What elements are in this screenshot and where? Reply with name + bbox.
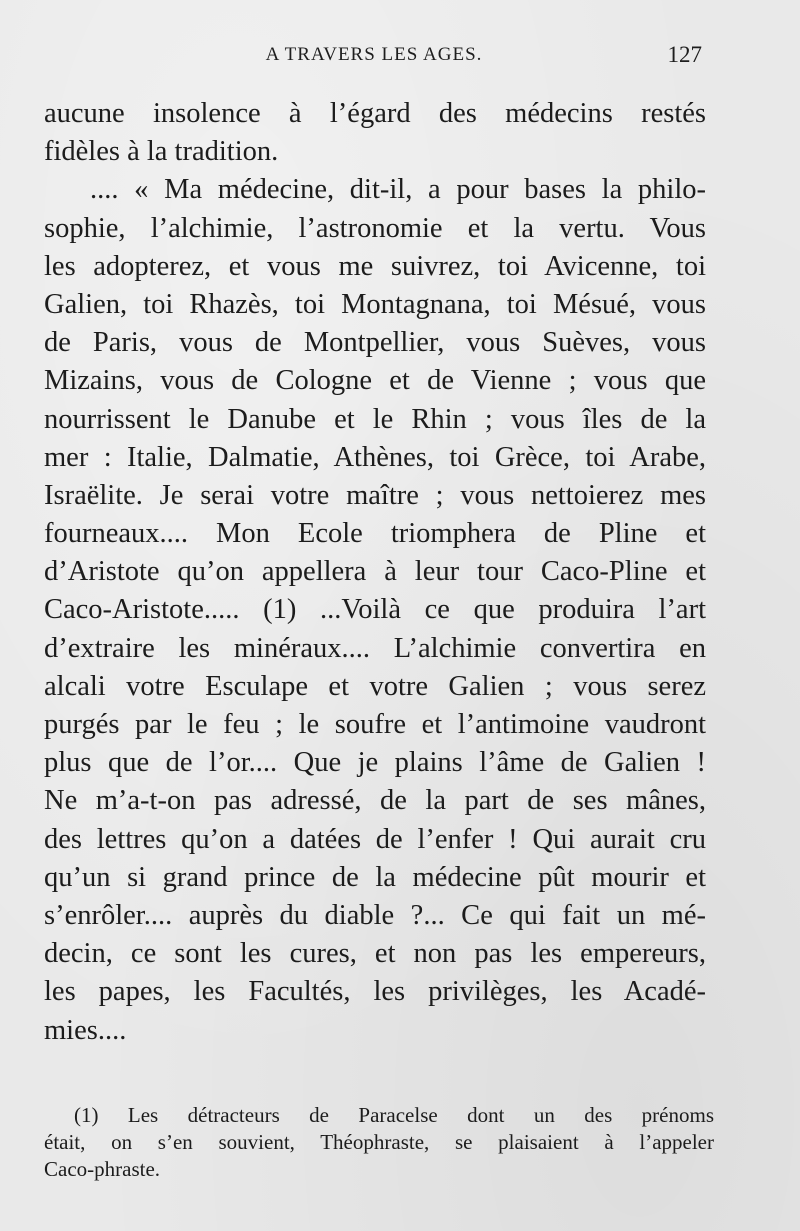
text-line: d’Aristote qu’on appellera à leur tour Caco-Pline et: [44, 556, 706, 588]
text-line: Galien, toi Rhazès, toi Montagnana, toi Mésué, vous: [44, 288, 706, 320]
text-line: fourneaux.... Mon Ecole triomphera de Pline et: [44, 518, 706, 550]
footnote-line: était, on s’en souvient, Théophraste, se plaisaient à l’appeler: [44, 1130, 714, 1154]
text-line: purgés par le feu ; le soufre et l’antimoine vaudront: [44, 709, 706, 740]
text-line: mies....: [44, 1014, 127, 1046]
text-line: les papes, les Facultés, les privilèges, les Acadé-: [44, 976, 706, 1008]
text-line: fidèles à la tradition.: [44, 136, 279, 168]
text-line: mer : Italie, Dalmatie, Athènes, toi Grèce, toi Arabe,: [44, 441, 706, 473]
running-head: A TRAVERS LES AGES.: [265, 44, 483, 65]
text-line: d’extraire les minéraux.... L’alchimie convertira en: [44, 632, 706, 664]
text-line: Caco-Aristote..... (1) ...Voilà ce que produira l’art: [44, 594, 706, 626]
text-line: de Paris, vous de Montpellier, vous Suèves, vous: [44, 327, 706, 359]
page-number: 127: [667, 42, 702, 67]
text-line: s’enrôler.... auprès du diable ?... Ce qui fait un mé-: [44, 899, 706, 931]
text-line: Mizains, vous de Cologne et de Vienne ; vous que: [44, 365, 706, 397]
text-line: sophie, l’alchimie, l’astronomie et la vertu. Vous: [44, 212, 706, 244]
text-line: des lettres qu’on a datées de l’enfer ! Qui aurait cru: [44, 823, 706, 855]
page-header: [44, 38, 704, 78]
text-line: decin, ce sont les cures, et non pas les empereurs,: [44, 938, 706, 970]
text-line: qu’un si grand prince de la médecine pût mourir et: [44, 861, 706, 893]
text-line: les adopterez, et vous me suivrez, toi Avicenne, toi: [44, 250, 706, 282]
footnote-line: (1) Les détracteurs de Paracelse dont un des prénoms: [74, 1103, 714, 1127]
body-text: [44, 95, 706, 1050]
footnote-line: Caco-phraste.: [44, 1157, 161, 1181]
text-line: aucune insolence à l’égard des médecins restés: [44, 98, 706, 129]
footnote: [44, 1102, 714, 1183]
text-line: nourrissent le Danube et le Rhin ; vous îles de la: [44, 403, 706, 435]
text-line: alcali votre Esculape et votre Galien ; vous serez: [44, 670, 706, 702]
text-line: Ne m’a-t-on pas adressé, de la part de ses mânes,: [44, 785, 706, 817]
text-line: .... « Ma médecine, dit-il, a pour bases la philo-: [90, 174, 706, 206]
text-line: Israëlite. Je serai votre maître ; vous nettoierez mes: [44, 479, 706, 511]
text-line: plus que de l’or.... Que je plains l’âme de Galien !: [44, 747, 706, 779]
